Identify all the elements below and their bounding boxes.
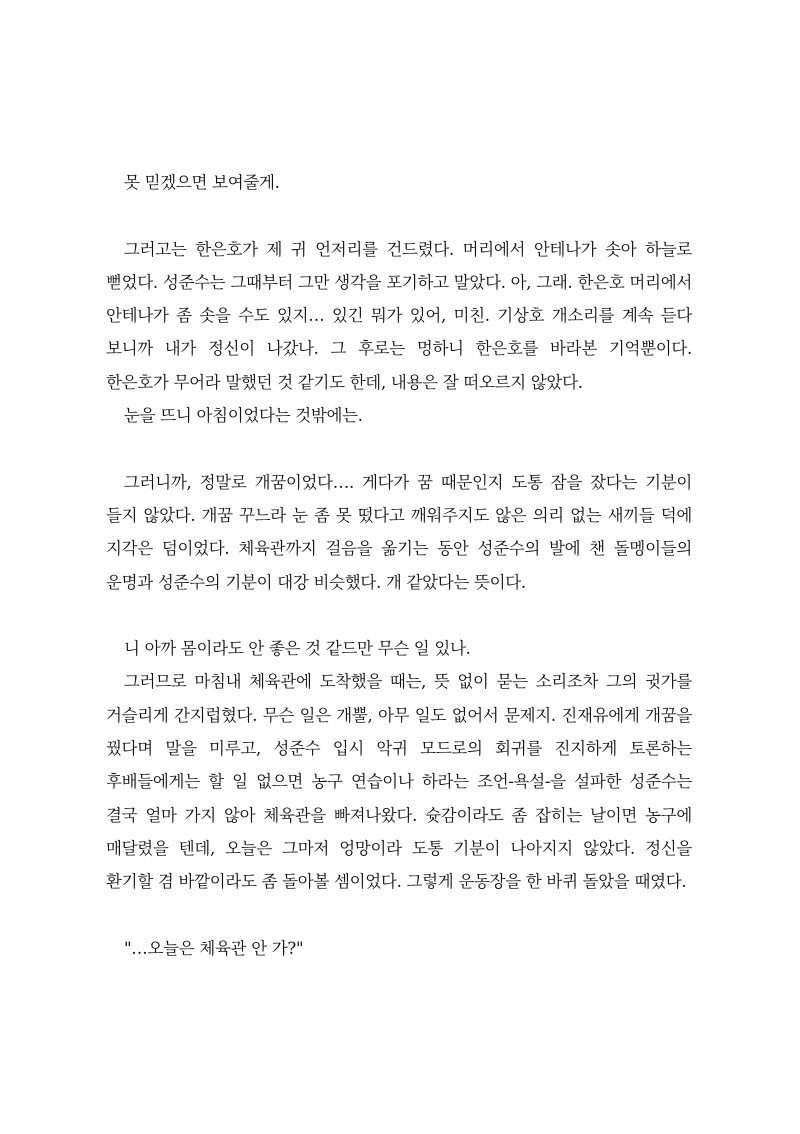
paragraph-6: 그러므로 마침내 체육관에 도착했을 때는, 뜻 없이 묻는 소리조차 그의 귓가를 거슬리게 간지럽혔다. 무슨 일은 개뿔, 아무 일도 없어서 문제지. 진재유에게 개꿈을 꿨다며 말을 미루고, 성준수 입시 악귀 모드로의 회귀를 진지하게 토론하는 후배들에게는 할 일 없으면 농구 연습이나 하라는 조언-욕설-을 설파한 성준수는 결국 얼마 가지 않아 체육관을 빠져나왔다. 슛감이라도 좀 잡히는 날이면 농구에 매달렸을 텐데, 오늘은 그마저 엉망이라 도통 기분이 나아지지 않았다. 정신을 환기할 겸 바깥이라도 좀 돌아볼 셈이었다. 그렇게 운동장을 한 바퀴 돌았을 때였다.	[106, 672, 692, 892]
paragraph-2: 그러고는 한은호가 제 귀 언저리를 건드렸다. 머리에서 안테나가 솟아 하늘로 뻗었다. 성준수는 그때부터 그만 생각을 포기하고 말았다. 아, 그래. 한은호 머리에서 안테나가 좀 솟을 수도 있지… 있긴 뭐가 있어, 미친. 기상호 개소리를 계속 듣다 보니까 내가 정신이 나갔나. 그 후로는 멍하니 한은호를 바라본 기억뿐이다. 한은호가 무어라 말했던 것 같기도 한데, 내용은 잘 떠오르지 않았다.	[106, 239, 692, 392]
paragraph-7: "…오늘은 체육관 안 가?"	[124, 938, 304, 958]
paragraph-4: 그러니까, 정말로 개꿈이었다…. 게다가 꿈 때문인지 도통 잠을 잤다는 기분이 들지 않았다. 개꿈 꾸느라 눈 좀 못 떴다고 깨워주지도 않은 의리 없는 새끼들 덕에 지각은 덤이었다. 체육관까지 걸음을 옮기는 동안 성준수의 발에 챈 돌멩이들의 운명과 성준수의 기분이 대강 비슷했다. 개 같았다는 뜻이다.	[106, 472, 692, 592]
body-text	[106, 166, 692, 965]
paragraph-3: 눈을 뜨니 아침이었다는 것밖에는.	[124, 406, 363, 426]
paragraph-1: 못 믿겠으면 보여줄게.	[124, 173, 280, 192]
paragraph-5: 니 아까 몸이라도 안 좋은 것 같드만 무슨 일 있나.	[124, 639, 471, 659]
